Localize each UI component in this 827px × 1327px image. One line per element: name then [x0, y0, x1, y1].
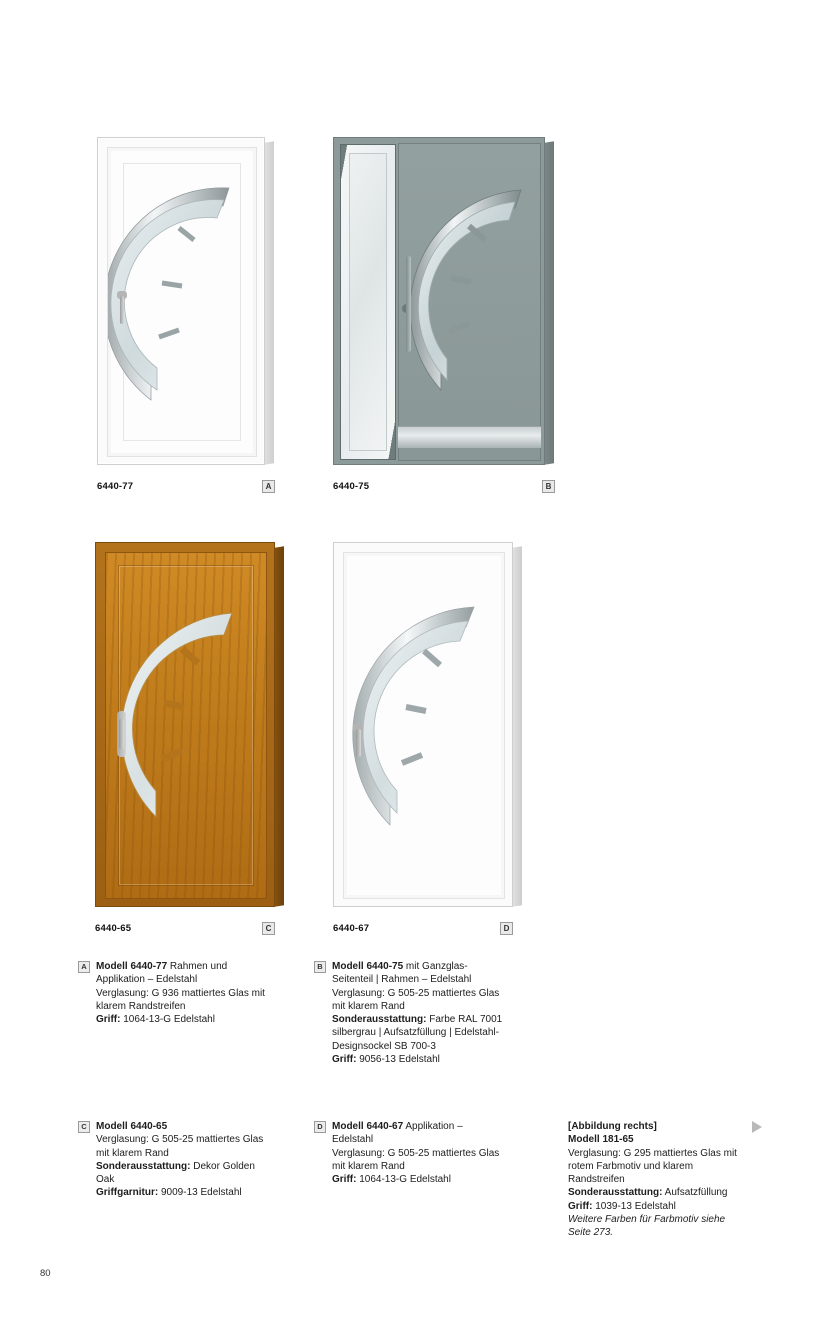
caption-row-b [333, 480, 555, 493]
right-note-title: Modell 181-65 [568, 1134, 634, 1146]
door-leaf [105, 552, 267, 899]
description-handle-label-a: Griff: [96, 1014, 121, 1026]
door-frame [97, 137, 265, 465]
door-frame [95, 542, 275, 907]
description-handle-b: 9056-13 Edelstahl [359, 1054, 440, 1066]
product-cell-d [333, 542, 523, 935]
description-handle-a: 1064-13-G Edelstahl [123, 1014, 215, 1026]
right-note-special: Aufsatzfüllung [662, 1187, 728, 1199]
description-text-a [96, 960, 268, 1026]
product-badge-d: D [500, 922, 513, 935]
description-block-c [78, 1120, 268, 1200]
door-frame [333, 542, 513, 907]
description-special-label-c: Sonderausstattung: [96, 1160, 191, 1172]
page-number: 80 [40, 1268, 51, 1279]
product-code-c: 6440-65 [95, 923, 132, 934]
description-subtitle-a: Rahmen und Applikation – Edelstahl [96, 961, 228, 986]
right-note-special-label: Sonderausstattung: [568, 1187, 663, 1199]
product-code-b: 6440-75 [333, 481, 370, 492]
description-text-b [332, 960, 504, 1066]
description-title-a: Modell 6440-77 [96, 961, 168, 972]
right-note-handle: 1039-13 Edelstahl [592, 1200, 676, 1212]
description-block-b [314, 960, 504, 1066]
product-cell-c [95, 542, 285, 935]
caption-row-c [95, 922, 275, 935]
door-image-6440-65 [95, 542, 285, 914]
right-note-glazing: Verglasung: G 295 mattiertes Glas mit rotem Farbmotiv und klarem Randstreifen [568, 1147, 737, 1186]
product-badge-b: B [542, 480, 555, 493]
product-cell-b [333, 137, 573, 493]
description-handleset-label-c: Griffgarnitur: [96, 1187, 159, 1199]
door-leaf [107, 147, 257, 457]
door-handle [119, 719, 124, 749]
description-handle-label-d: Griff: [332, 1174, 357, 1186]
door-leaf [343, 552, 505, 899]
description-handle-label-b: Griff: [332, 1054, 357, 1066]
product-badge-c: C [262, 922, 275, 935]
right-note-footnote: Weitere Farben für Farbmotiv siehe Seite 273. [568, 1214, 726, 1239]
description-block-d [314, 1120, 504, 1186]
description-badge-a: A [78, 961, 90, 973]
description-badge-c: C [78, 1121, 90, 1133]
description-text-c [96, 1120, 268, 1200]
description-title-d: Modell 6440-67 [332, 1121, 404, 1132]
right-note-header: [Abbildung rechts] [568, 1121, 657, 1132]
door-leaf [398, 143, 541, 461]
description-special-b: Farbe RAL 7001 silbergrau | Aufsatzfüllung | Edelstahl-Designsockel SB 700-3 [332, 1014, 503, 1052]
description-badge-d: D [314, 1121, 326, 1133]
glass-arc-graphic [344, 553, 506, 900]
glass-arc-graphic [108, 148, 258, 458]
description-text-d [332, 1120, 504, 1186]
caption-row-d [333, 922, 513, 935]
right-note-text [568, 1120, 748, 1240]
door-handle [120, 296, 124, 324]
door-frame [333, 137, 545, 465]
description-block-a [78, 960, 268, 1026]
description-title-b: Modell 6440-75 [332, 961, 404, 972]
product-badge-a: A [262, 480, 275, 493]
description-special-c: Dekor Golden Oak [96, 1160, 255, 1186]
stainless-design-plinth [398, 426, 541, 448]
description-special-label-b: Sonderausstattung: [332, 1014, 427, 1026]
door-image-6440-75 [333, 137, 555, 472]
sidelight-panel [340, 144, 396, 460]
right-figure-note [568, 1120, 748, 1240]
description-handleset-c: 9009-13 Edelstahl [161, 1187, 242, 1199]
description-glazing-c: Verglasung: G 505-25 mattiertes Glas mit klarem Rand [96, 1134, 264, 1159]
right-note-handle-label: Griff: [568, 1200, 593, 1212]
door-handle [356, 729, 361, 757]
description-glazing-a: Verglasung: G 936 mattiertes Glas mit klarem Randstreifen [96, 987, 265, 1012]
caption-row-a [97, 480, 275, 493]
door-bar-handle [406, 256, 411, 352]
description-handle-d: 1064-13-G Edelstahl [359, 1174, 451, 1186]
description-subtitle-d: Applikation – Edelstahl [332, 1121, 463, 1146]
glass-arc-graphic [399, 144, 542, 462]
door-image-6440-77 [97, 137, 275, 472]
product-code-a: 6440-77 [97, 481, 134, 492]
door-image-6440-67 [333, 542, 523, 914]
product-cell-a [97, 137, 275, 493]
play-arrow-icon [752, 1121, 762, 1133]
product-code-d: 6440-67 [333, 923, 370, 934]
description-title-c: Modell 6440-65 [96, 1121, 168, 1132]
glass-arc-graphic [106, 553, 268, 900]
sidelight-glass [349, 153, 387, 451]
description-badge-b: B [314, 961, 326, 973]
description-glazing-b: Verglasung: G 505-25 mattiertes Glas mit klarem Rand [332, 987, 500, 1012]
description-subtitle-b: mit Ganzglas-Seitenteil | Rahmen – Edelstahl [332, 961, 472, 986]
description-glazing-d: Verglasung: G 505-25 mattiertes Glas mit klarem Rand [332, 1147, 500, 1172]
